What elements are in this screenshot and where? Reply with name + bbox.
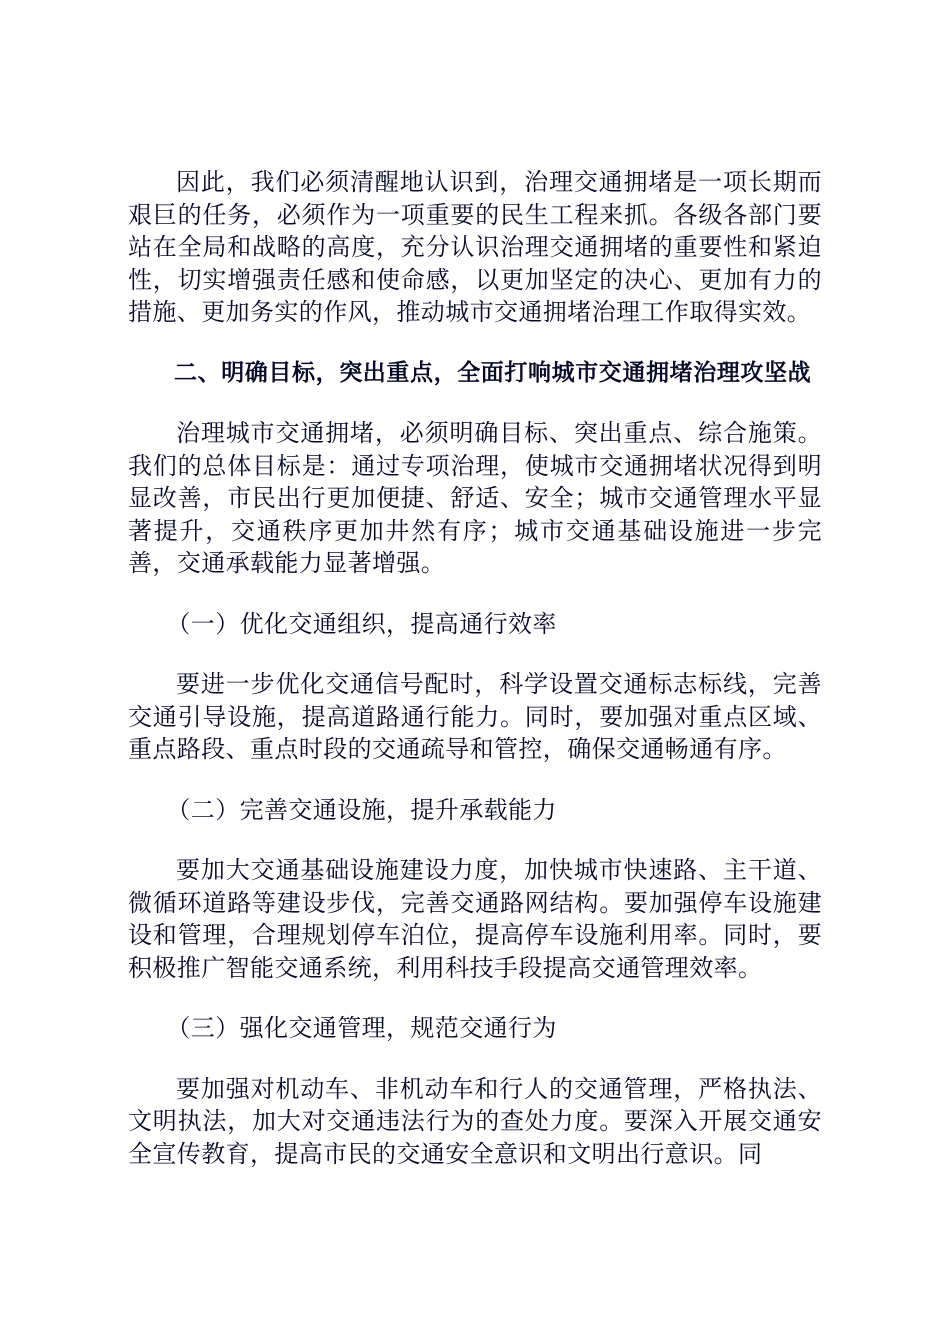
paragraph-traffic-facilities: 要加大交通基础设施建设力度，加快城市快速路、主干道、微循环道路等建设步伐，完善交通路网结构。要加强停车设施建设和管理，合理规划停车泊位，提高停车设施利用率。同时，要积极推广智能交通系统，利用科技手段提高交通管理效率。: [128, 856, 822, 982]
subheading-2: （二）完善交通设施，提升承载能力: [166, 795, 557, 824]
subheading-3: （三）强化交通管理，规范交通行为: [166, 1014, 557, 1042]
paragraph-traffic-organization: 要进一步优化交通信号配时，科学设置交通标志标线，完善交通引导设施，提高道路通行能力。同时，要加强对重点区域、重点路段、重点时段的交通疏导和管控，确保交通畅通有序。: [128, 670, 822, 763]
paragraph-traffic-management: 要加强对机动车、非机动车和行人的交通管理，严格执法、文明执法，加大对交通违法行为的查处力度。要深入开展交通安全宣传教育，提高市民的交通安全意识和文明出行意识。同: [128, 1074, 822, 1168]
subheading-1: （一）优化交通组织，提高通行效率: [166, 609, 557, 638]
paragraph-goals: 治理城市交通拥堵，必须明确目标、突出重点、综合施策。我们的总体目标是：通过专项治理，使城市交通拥堵状况得到明显改善，市民出行更加便捷、舒适、安全；城市交通管理水平显著提升，交通秩序更加井然有序；城市交通基础设施进一步完善，交通承载能力显著增强。: [128, 419, 822, 577]
document-body: [128, 166, 822, 1198]
paragraph-conclusion: 因此，我们必须清醒地认识到，治理交通拥堵是一项长期而艰巨的任务，必须作为一项重要的民生工程来抓。各级各部门要站在全局和战略的高度，充分认识治理交通拥堵的重要性和紧迫性，切实增强责任感和使命感，以更加坚定的决心、更加有力的措施、更加务实的作风，推动城市交通拥堵治理工作取得实效。: [128, 168, 822, 326]
section-heading-2: 二、明确目标，突出重点，全面打响城市交通拥堵治理攻坚战: [174, 359, 812, 386]
